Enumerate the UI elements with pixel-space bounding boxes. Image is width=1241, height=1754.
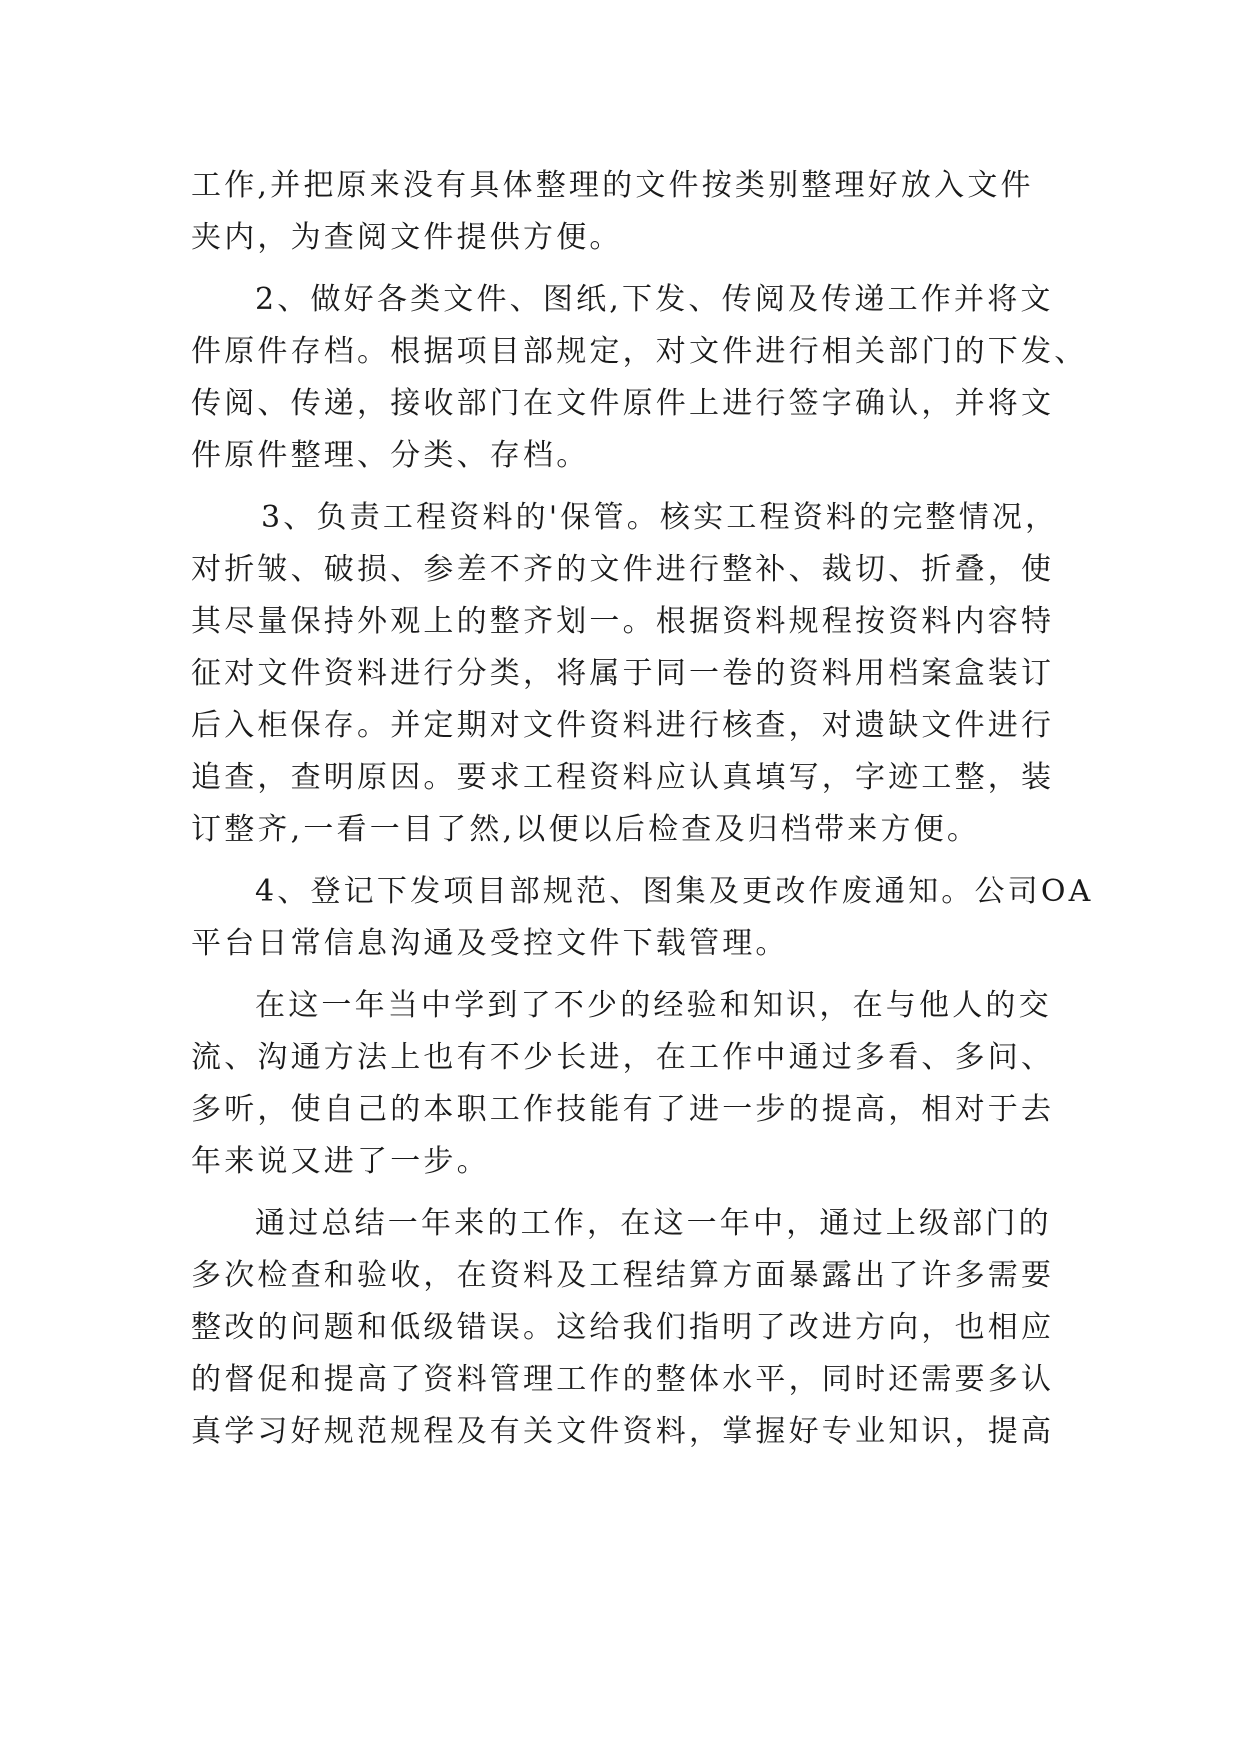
- paragraph-start-line: 3、负责工程资料的'保管。核实工程资料的完整情况，: [261, 500, 1059, 535]
- text-line: 件原件整理、分类、存档。: [191, 438, 590, 473]
- text-line: 平台日常信息沟通及受控文件下载管理。: [191, 926, 789, 961]
- text-line: 整改的问题和低级错误。这给我们指明了改进方向，也相应: [191, 1310, 1055, 1345]
- text-line: 真学习好规范规程及有关文件资料，掌握好专业知识，提高: [191, 1414, 1055, 1449]
- text-line: 工作,并把原来没有具体整理的文件按类别整理好放入文件: [191, 168, 1034, 203]
- text-line: 多听，使自己的本职工作技能有了进一步的提高，相对于去: [191, 1092, 1055, 1127]
- text-line: 的督促和提高了资料管理工作的整体水平，同时还需要多认: [191, 1362, 1055, 1397]
- text-line: 其尽量保持外观上的整齐划一。根据资料规程按资料内容特: [191, 604, 1055, 639]
- text-line: 征对文件资料进行分类，将属于同一卷的资料用档案盒装订: [191, 656, 1055, 691]
- text-line: 夹内，为查阅文件提供方便。: [191, 220, 623, 255]
- text-line: 多次检查和验收，在资料及工程结算方面暴露出了许多需要: [191, 1258, 1055, 1293]
- text-line: 流、沟通方法上也有不少长进，在工作中通过多看、多问、: [191, 1040, 1055, 1075]
- text-line: 订整齐,一看一目了然,以便以后检查及归档带来方便。: [191, 812, 981, 847]
- body-text: [191, 160, 1094, 1458]
- paragraph-start-line: 在这一年当中学到了不少的经验和知识，在与他人的交: [255, 988, 1052, 1023]
- text-line: 年来说又进了一步。: [191, 1144, 490, 1179]
- paragraph-start-line: 通过总结一年来的工作，在这一年中，通过上级部门的: [255, 1206, 1052, 1241]
- text-line: 后入柜保存。并定期对文件资料进行核查，对遗缺文件进行: [191, 708, 1055, 743]
- text-line: 传阅、传递，接收部门在文件原件上进行签字确认，并将文: [191, 386, 1055, 421]
- text-line: 追查，查明原因。要求工程资料应认真填写，字迹工整，装: [191, 760, 1055, 795]
- paragraph-start-line: 2、做好各类文件、图纸,下发、传阅及传递工作并将文: [255, 282, 1054, 317]
- text-line: 对折皱、破损、参差不齐的文件进行整补、裁切、折叠，使: [191, 552, 1055, 587]
- paragraph-start-line: 4、登记下发项目部规范、图集及更改作废通知。公司OA: [255, 874, 1094, 909]
- text-line: 件原件存档。根据项目部规定，对文件进行相关部门的下发、: [191, 334, 1088, 369]
